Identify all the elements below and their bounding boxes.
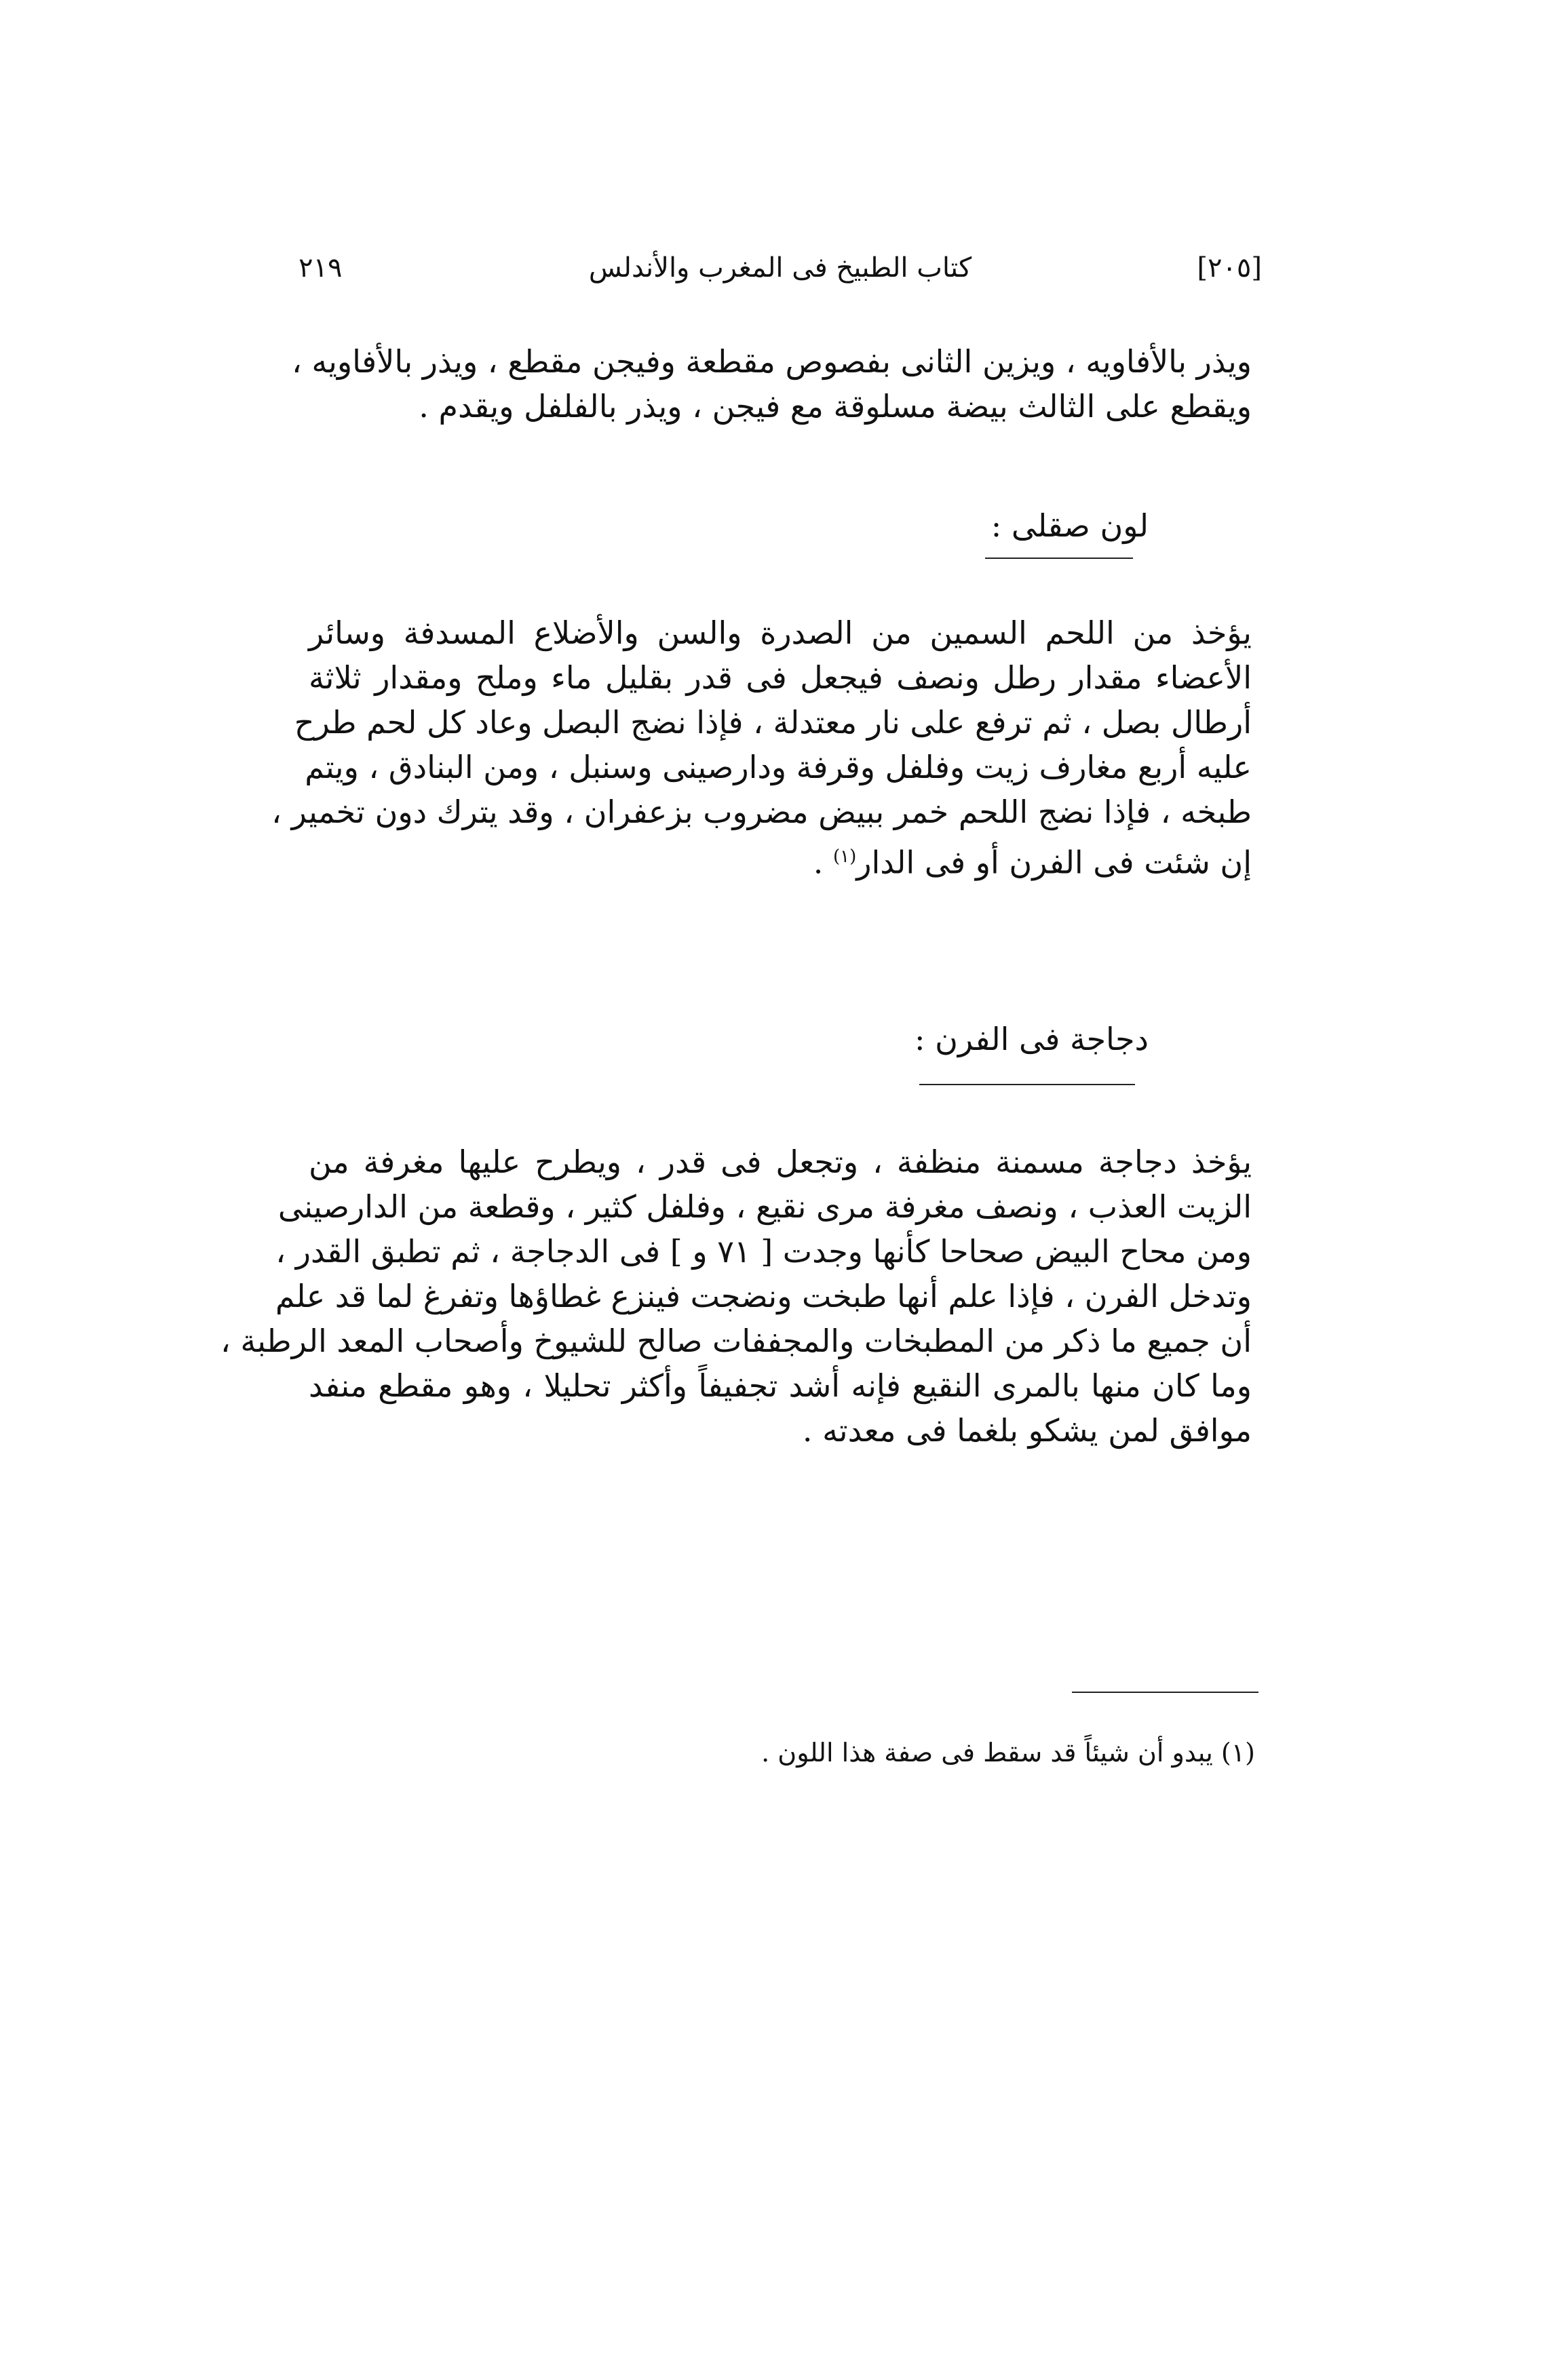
text-line: ومن محاح البيض صحاحا كأنها وجدت [ ٧١ و ] فى الدجاجة ، ثم تطبق القدر ،	[275, 1233, 1252, 1270]
page-number: ٢١٩	[299, 252, 343, 284]
footnote	[761, 1738, 1255, 1768]
text-line: ويقطع على الثالث بيضة مسلوقة مع فيجن ، ويذر بالفلفل ويقدم .	[419, 388, 1252, 425]
footnote-separator	[1072, 1692, 1258, 1693]
text-line-body: إن شئت فى الفرن أو فى الدار	[856, 844, 1252, 881]
intro-paragraph	[291, 339, 1252, 429]
recipe-paragraph-laun-siqilli	[271, 610, 1252, 884]
section-heading-laun-siqilli: لون صقلى :	[991, 507, 1149, 544]
footnote-marker: (١)	[833, 846, 857, 867]
line-end-punctuation: .	[813, 844, 833, 881]
text-line: يؤخذ من اللحم السمين من الصدرة والسن والأضلاع المسدفة وسائر	[309, 614, 1252, 651]
section-heading-dajaja-fi-al-furn: دجاجة فى الفرن :	[915, 1021, 1149, 1057]
text-line: أرطال بصل ، ثم ترفع على نار معتدلة ، فإذا نضج البصل وعاد كل لحم طرح	[294, 704, 1252, 741]
recipe-paragraph-dajaja	[220, 1139, 1252, 1453]
running-header	[299, 252, 1262, 300]
text-line: وتدخل الفرن ، فإذا علم أنها طبخت ونضجت فينزع غطاؤها وتفرغ لما قد علم	[275, 1278, 1252, 1314]
text-line: الزيت العذب ، ونصف مغرفة مرى نقيع ، وفلفل كثير ، وقطعة من الدارصينى	[277, 1188, 1252, 1225]
footnote-number: (١)	[1220, 1738, 1255, 1768]
text-line: يؤخذ دجاجة مسمنة منظفة ، وتجعل فى قدر ، ويطرح عليها مغرفة من	[309, 1144, 1252, 1180]
text-line: عليه أربع مغارف زيت وفلفل وقرفة ودارصينى وسنبل ، ومن البنادق ، ويتم	[305, 749, 1252, 785]
text-line: الأعضاء مقدار رطل ونصف فيجعل فى قدر بقليل ماء وملح ومقدار ثلاثة	[309, 659, 1252, 696]
heading-underline	[985, 558, 1133, 559]
text-line: موافق لمن يشكو بلغما فى معدته .	[802, 1412, 1252, 1449]
text-line: طبخه ، فإذا نضج اللحم خمر ببيض مضروب بزعفران ، وقد يترك دون تخمير ،	[271, 794, 1252, 830]
text-line: ويذر بالأفاويه ، ويزين الثانى بفصوص مقطعة وفيجن مقطع ، ويذر بالأفاويه ،	[291, 343, 1252, 380]
text-line: أن جميع ما ذكر من المطبخات والمجففات صالح للشيوخ وأصحاب المعد الرطبة ،	[220, 1323, 1252, 1359]
heading-underline	[919, 1084, 1135, 1085]
manuscript-reference: [٢٠٥]	[1197, 252, 1262, 284]
footnote-text: يبدو أن شيئاً قد سقط فى صفة هذا اللون .	[761, 1738, 1213, 1768]
text-line	[309, 834, 1252, 884]
running-title: كتاب الطبيخ فى المغرب والأندلس	[588, 252, 972, 284]
text-line: وما كان منها بالمرى النقيع فإنه أشد تجفيفاً وأكثر تحليلا ، وهو مقطع منفد	[309, 1367, 1252, 1404]
